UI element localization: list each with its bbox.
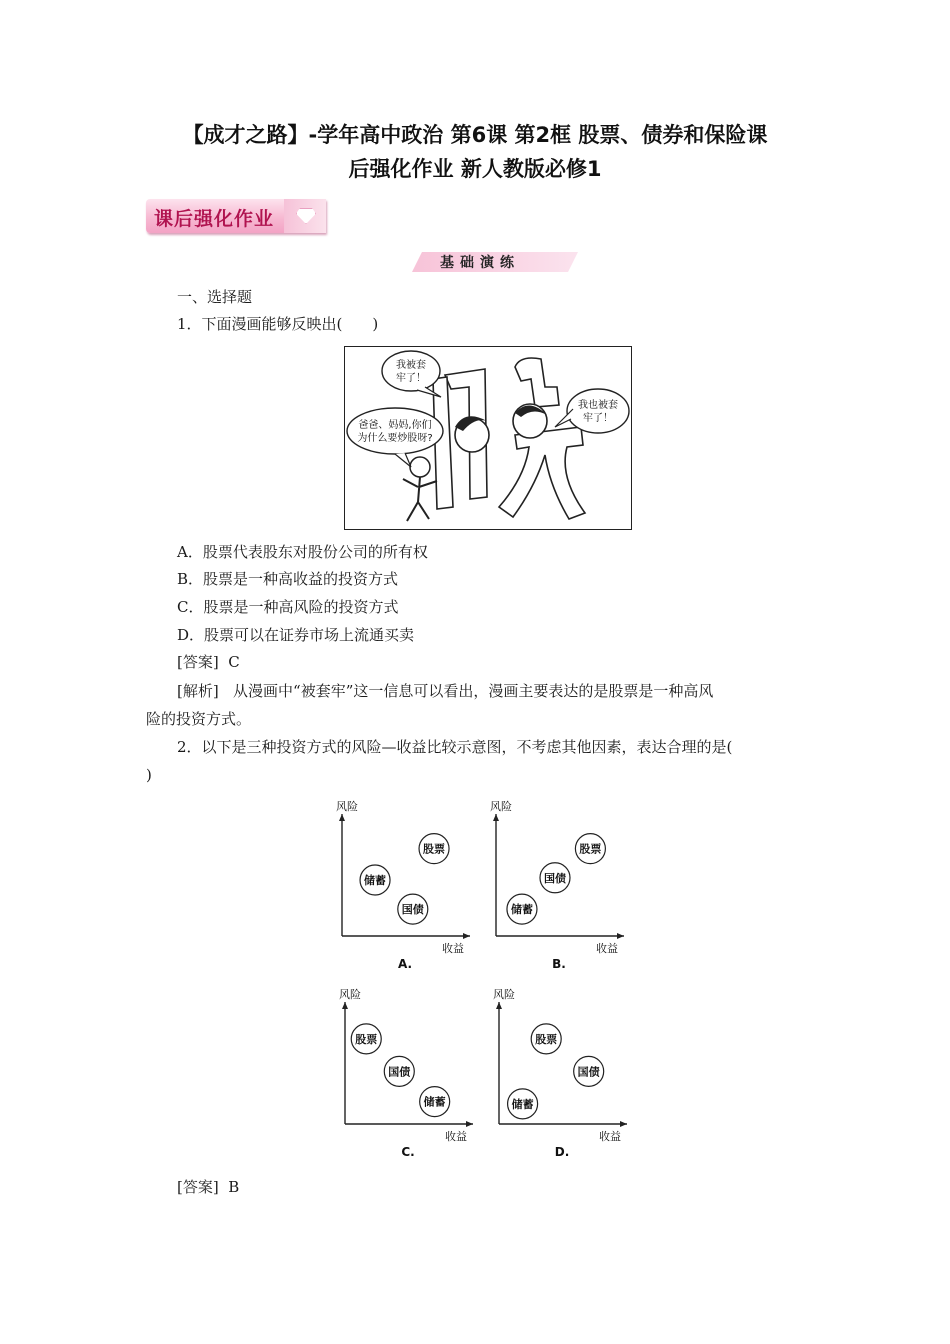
investment-label: 股票 (579, 842, 602, 856)
answer-value: C (228, 653, 240, 671)
investment-label: 储蓄 (510, 903, 533, 917)
answer-value: B (228, 1178, 240, 1196)
speech-bubble-left (347, 408, 443, 454)
banner-label: 课后强化作业 (154, 208, 275, 230)
x-axis-arrow-icon (463, 933, 470, 939)
document-title (120, 118, 830, 186)
risk-return-plot (330, 796, 480, 976)
bubble-right-line-1: 我也被套 (578, 400, 618, 411)
investment-label: 储蓄 (423, 1095, 446, 1109)
figure-a (330, 796, 480, 976)
y-axis-arrow-icon (339, 814, 345, 821)
analysis-text: 从漫画中“被套牢”这一信息可以看出，漫画主要表达的是股票是一种高风 (233, 682, 714, 700)
bubble-top-line-1: 我被套 (396, 360, 426, 371)
cartoon-child-body (403, 477, 437, 521)
option-d: D．股票可以在证券市场上流通买卖 (177, 626, 415, 644)
speech-bubble-top (382, 351, 440, 391)
investment-label: 国债 (544, 871, 566, 885)
part-heading: 一、选择题 (177, 288, 253, 306)
title-line-1: 【成才之路】-学年高中政治 第6课 第2框 股票、债券和保险课 (182, 123, 768, 147)
homework-banner (146, 199, 326, 233)
q2-answer (177, 1176, 239, 1198)
figure-c (333, 984, 483, 1164)
cartoon-glyph-stroke (499, 427, 585, 519)
x-axis-arrow-icon (620, 1121, 627, 1127)
y-axis-label: 风险 (490, 800, 512, 813)
bubble-tail (395, 453, 411, 467)
x-axis-arrow-icon (617, 933, 624, 939)
panel-label: A. (397, 957, 413, 971)
stock-cartoon (344, 346, 632, 530)
x-axis-arrow-icon (466, 1121, 473, 1127)
answer-tag: [答案] (177, 1178, 219, 1196)
investment-label: 国债 (388, 1065, 411, 1079)
x-axis-label: 收益 (599, 1130, 621, 1143)
question-2-stem-line-1: 2．以下是三种投资方式的风险—收益比较示意图，不考虑其他因素，表达合理的是( (177, 738, 733, 756)
bubble-right-line-2: 牢了！ (583, 413, 613, 424)
investment-label: 股票 (355, 1032, 378, 1046)
investment-label: 储蓄 (511, 1097, 534, 1111)
figure-b (484, 796, 634, 976)
analysis-tag: [解析] (177, 682, 219, 700)
section-heading: 基础演练 (440, 255, 520, 271)
cartoon-child-head (410, 457, 430, 477)
option-a: A．股票代表股东对股份公司的所有权 (177, 543, 428, 561)
x-axis-label: 收益 (445, 1130, 467, 1143)
risk-return-plot (484, 796, 634, 976)
q1-answer (177, 651, 240, 673)
bubble-left-line-2: 为什么要炒股呀? (357, 433, 433, 444)
y-axis-label: 风险 (339, 988, 361, 1001)
x-axis-label: 收益 (596, 942, 618, 955)
bubble-tail (555, 409, 573, 427)
x-axis-label: 收益 (442, 942, 464, 955)
y-axis-label: 风险 (336, 800, 358, 813)
q1-analysis-line-1 (177, 680, 713, 702)
q1-analysis-line-2: 险的投资方式。 (146, 710, 252, 728)
y-axis-label: 风险 (493, 988, 515, 1001)
investment-label: 国债 (401, 903, 424, 917)
bubble-top-line-2: 牢了！ (396, 373, 426, 384)
question-1-stem: 1．下面漫画能够反映出( ) (177, 315, 379, 333)
risk-return-plot (487, 984, 637, 1164)
y-axis-arrow-icon (493, 814, 499, 821)
investment-label: 股票 (535, 1032, 558, 1046)
panel-label: C. (401, 1145, 415, 1159)
speech-bubble-right (567, 389, 629, 433)
bubble-left-line-1: 爸爸、妈妈,你们 (358, 420, 432, 431)
y-axis-arrow-icon (496, 1002, 502, 1009)
risk-return-plot (333, 984, 483, 1164)
y-axis-arrow-icon (342, 1002, 348, 1009)
option-c: C．股票是一种高风险的投资方式 (177, 598, 399, 616)
panel-label: B. (552, 957, 566, 971)
title-line-2: 后强化作业 新人教版必修1 (348, 157, 602, 181)
investment-label: 储蓄 (364, 874, 387, 887)
investment-label: 股票 (423, 842, 446, 856)
cartoon-glyph-stroke (515, 358, 559, 407)
figure-d (487, 984, 637, 1164)
investment-label: 国债 (577, 1065, 600, 1079)
answer-tag: [答案] (177, 653, 219, 671)
cartoon-drawing (345, 347, 631, 529)
question-2-stem-line-2: ) (146, 766, 152, 784)
panel-label: D. (554, 1145, 570, 1159)
option-b: B．股票是一种高收益的投资方式 (177, 570, 399, 588)
